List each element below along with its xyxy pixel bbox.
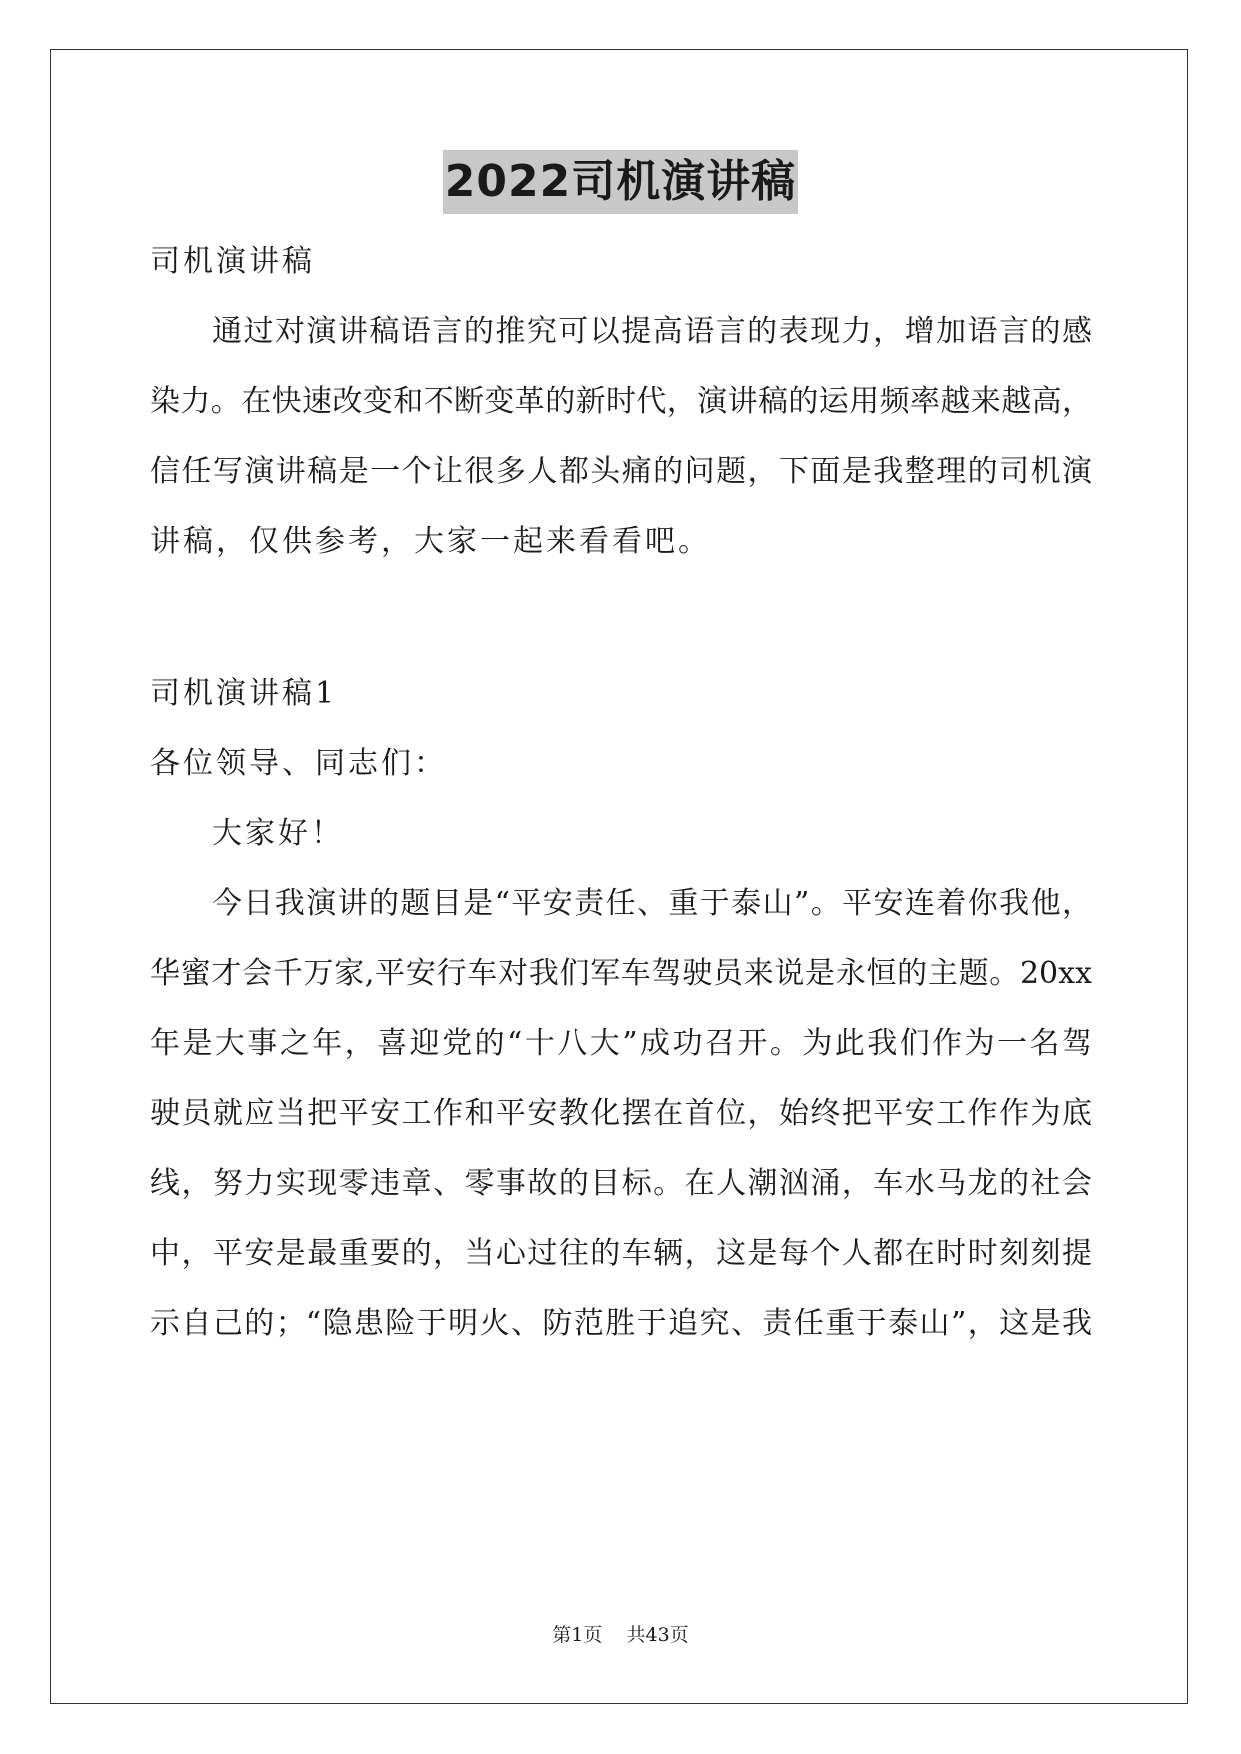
intro-line-3: 信任写演讲稿是一个让很多人都头痛的问题，下面是我整理的司机演 — [150, 454, 1092, 489]
body-line-4: 驶员就应当把平安工作和平安教化摆在首位，始终把平安工作作为底 — [150, 1096, 1092, 1131]
section-heading: 司机演讲稿1 — [150, 676, 338, 711]
body-line-5: 线，努力实现零违章、零事故的目标。在人潮汹涌，车水马龙的社会 — [150, 1166, 1092, 1201]
intro-line-1: 通过对演讲稿语言的推究可以提高语言的表现力，增加语言的感 — [212, 314, 1092, 349]
body-line-1: 今日我演讲的题目是“平安责任、重于泰山”。平安连着你我他， — [212, 886, 1092, 921]
salutation: 各位领导、同志们： — [150, 746, 447, 781]
intro-line-2: 染力。在快速改变和不断变革的新时代，演讲稿的运用频率越来越高， — [150, 384, 1092, 419]
body-line-6: 中，平安是最重要的，当心过往的车辆，这是每个人都在时时刻刻提 — [150, 1236, 1092, 1271]
page-footer — [0, 1622, 1241, 1648]
page-number: 第1页 — [552, 1624, 603, 1646]
body-line-7: 示自己的；“隐患险于明火、防范胜于追究、责任重于泰山”，这是我 — [150, 1306, 1092, 1341]
total-pages: 共43页 — [626, 1624, 689, 1646]
body-line-2: 华蜜才会千万家,平安行车对我们军车驾驶员来说是永恒的主题。20xx — [150, 956, 1092, 991]
intro-line-4: 讲稿，仅供参考，大家一起来看看吧。 — [150, 524, 711, 559]
page-border — [50, 49, 1188, 1704]
greeting: 大家好！ — [212, 816, 344, 851]
document-title-wrap — [0, 150, 1241, 214]
document-subtitle: 司机演讲稿 — [150, 244, 315, 279]
body-line-3: 年是大事之年，喜迎党的“十八大”成功召开。为此我们作为一名驾 — [150, 1026, 1092, 1061]
document-title: 2022司机演讲稿 — [443, 150, 798, 214]
